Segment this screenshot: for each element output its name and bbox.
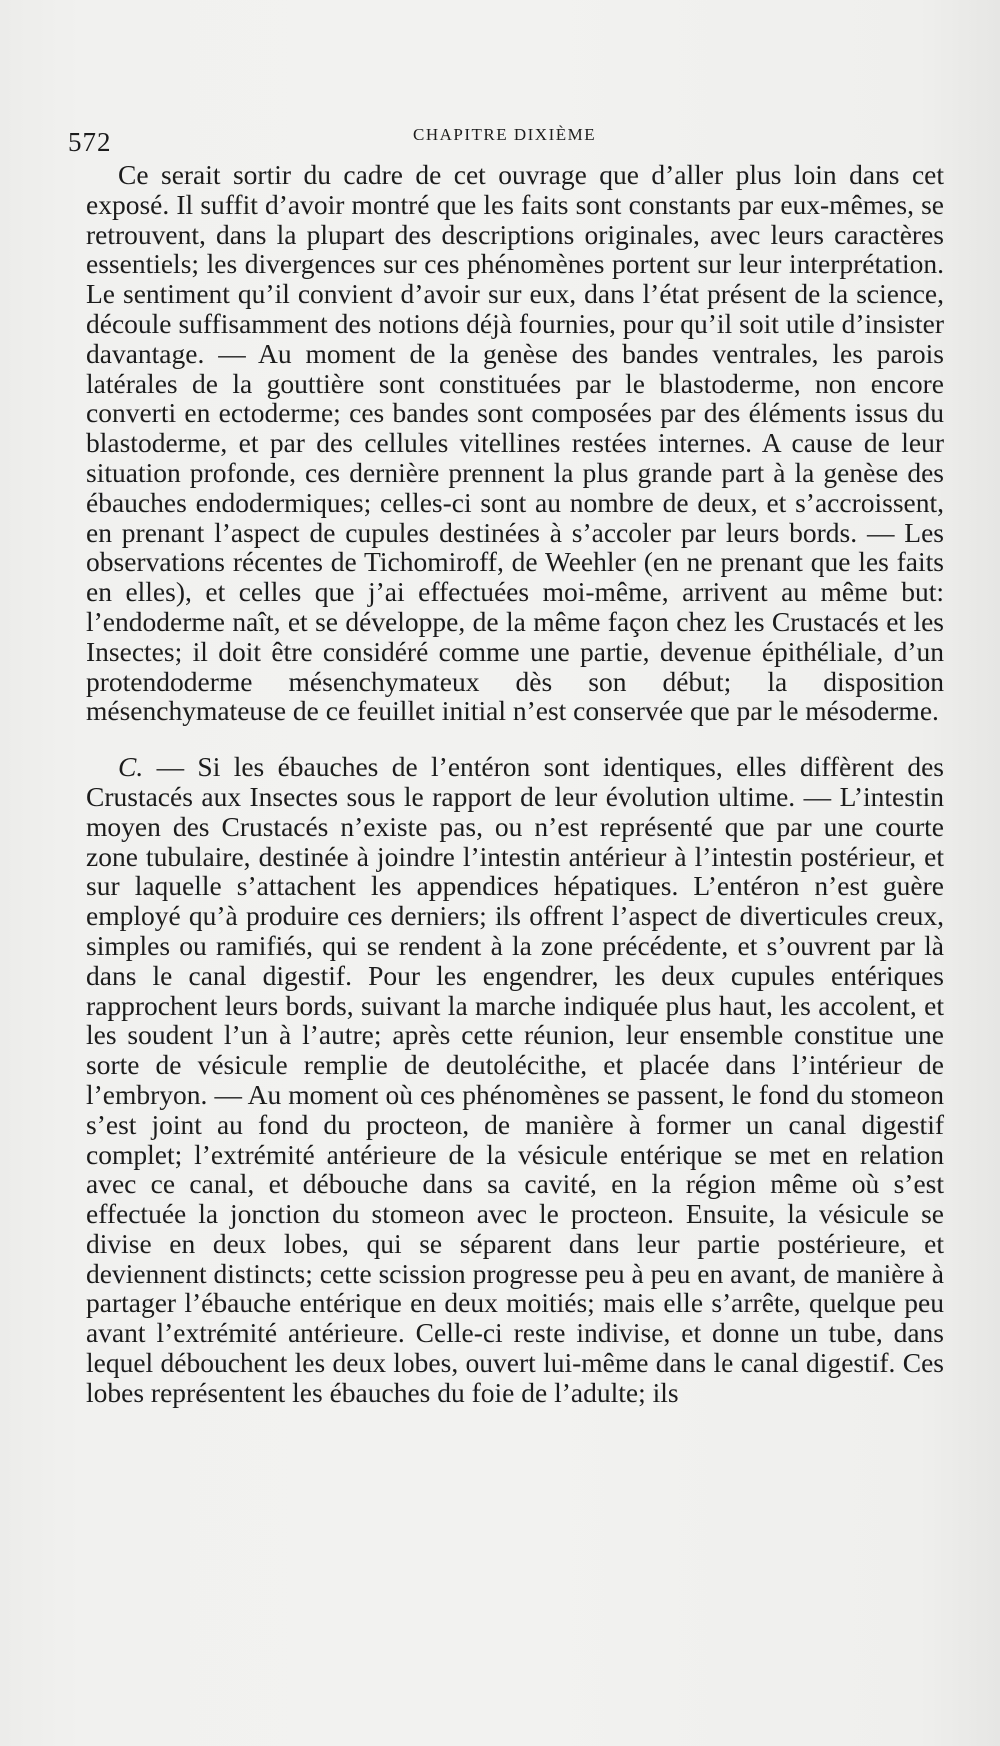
paragraph-text: Ce serait sortir du cadre de cet ouvrage que d’aller plus loin dans cet exposé. Il suffit d’avoir montré que les faits sont constants par eux-mêmes, se retrouvent, dans la plupart des descriptions originales, avec leurs caractères essentiels; les divergences sur ces phénomènes portent sur leur interprétation. Le sentiment qu’il convient d’avoir sur eux, dans l’état présent de la science, découle suffisamment des notions déjà fournies, pour qu’il soit utile d’insister davantage. — Au moment de la genèse des bandes ventrales, les parois latérales de la gouttière sont constituées par le blastoderme, non encore converti en ectoderme; ces bandes sont composées par des éléments issus du blastoderme, et par des cellules vitellines restées internes. A cause de leur situation profonde, ces dernière prennent la plus grande part à la genèse des ébauches endodermiques; celles-ci sont au nombre de deux, et s’accroissent, en prenant l’aspect de cupules destinées à s’accoler par leurs bords. — Les observations récentes de Tichomiroff, de Weehler (en ne prenant que les faits en elles), et celles que j’ai effectuées moi-même, arrivent au même but: l’endoderme naît, et se développe, de la même façon chez les Crustacés et les Insectes; il doit être considéré comme une partie, devenue épithéliale, d’un protendoderme mésenchymateux dès son début; la disposition mésenchymateuse de ce feuillet initial n’est conservée que par le mésoderme.	[86, 159, 944, 727]
paragraph	[86, 752, 944, 1408]
running-title: CHAPITRE DIXIÈME	[413, 125, 597, 144]
body-text	[86, 160, 944, 1408]
section-letter: C.	[118, 751, 144, 783]
page-number: 572	[68, 127, 112, 157]
paragraph	[86, 160, 944, 726]
paragraph-text: — Si les ébauches de l’entéron sont identiques, elles diffèrent des Crustacés aux Insectes sous le rapport de leur évolution ultime. — L’intestin moyen des Crustacés n’existe pas, ou n’est représenté que par une courte zone tubulaire, destinée à joindre l’intestin antérieur à l’intestin postérieur, et sur laquelle s’attachent les appendices hépatiques. L’entéron n’est guère employé qu’à produire ces derniers; ils offrent l’aspect de diverticules creux, simples ou ramifiés, qui se rendent à la zone précédente, et s’ouvrent par là dans le canal digestif. Pour les engendrer, les deux cupules entériques rapprochent leurs bords, suivant la marche indiquée plus haut, les accolent, et les soudent l’un à l’autre; après cette réunion, leur ensemble constitue une sorte de vésicule remplie de deutolécithe, et placée dans l’intérieur de l’embryon. — Au moment où ces phénomènes se passent, le fond du stomeon s’est joint au fond du procteon, de manière à former un canal digestif complet; l’extrémité antérieure de la vésicule entérique se met en relation avec ce canal, et débouche dans sa cavité, en la région même où s’est effectuée la jonction du stomeon avec le procteon. Ensuite, la vésicule se divise en deux lobes, qui se séparent dans leur partie postérieure, et deviennent distincts; cette scission progresse peu à peu en avant, de manière à partager l’ébauche entérique en deux moitiés; mais elle s’arrête, quelque peu avant l’extrémité antérieure. Celle-ci reste indivise, et donne un tube, dans lequel débouchent les deux lobes, ouvert lui-même dans le canal digestif. Ces lobes représentent les ébauches du foie de l’adulte; ils	[86, 751, 944, 1408]
page-header	[68, 115, 958, 155]
